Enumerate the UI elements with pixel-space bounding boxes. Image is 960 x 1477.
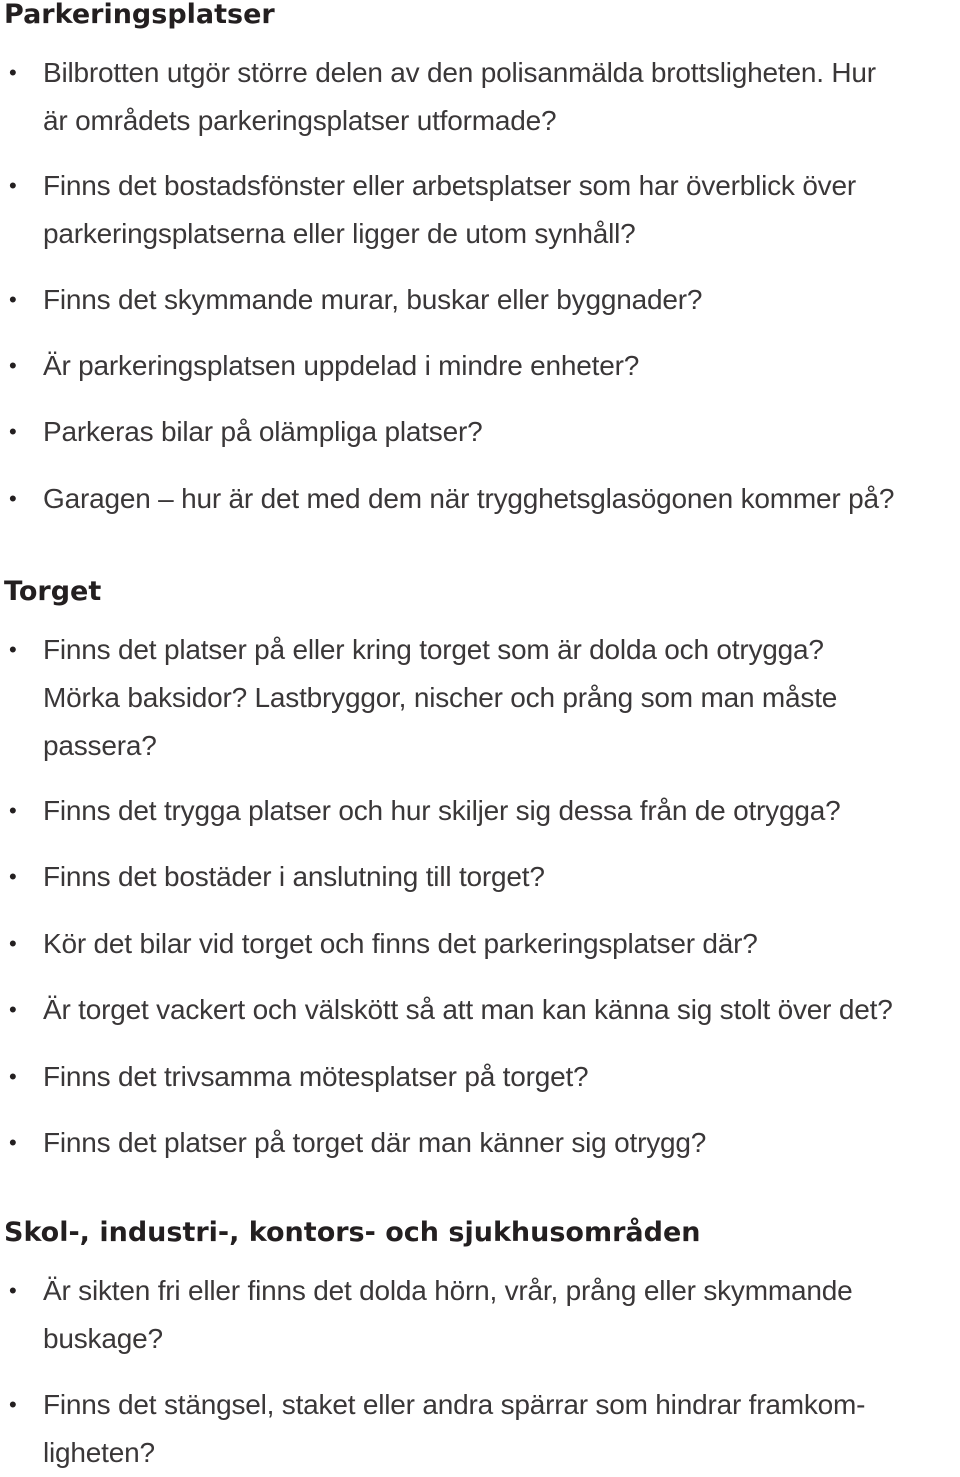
item-line: Parkeras bilar på olämpliga platser? bbox=[43, 416, 483, 447]
list-item bbox=[9, 787, 958, 835]
bullet: • bbox=[9, 864, 17, 889]
item-line: Finns det bostäder i anslutning till torget? bbox=[43, 861, 545, 892]
bullet: • bbox=[9, 997, 17, 1022]
bullet: • bbox=[9, 1278, 17, 1303]
bullet: • bbox=[9, 1130, 17, 1155]
item-line: parkeringsplatserna eller ligger de utom synhåll? bbox=[43, 218, 636, 249]
list-item bbox=[9, 342, 958, 390]
section-title-torget: Torget bbox=[4, 576, 102, 607]
item-line: Garagen – hur är det med dem när trygghetsglasögonen kommer på? bbox=[43, 483, 895, 514]
list-item bbox=[9, 986, 958, 1034]
section-title-skol-industri-kontors-sjukhusomraden: Skol-, industri-, kontors- och sjukhusområden bbox=[4, 1217, 701, 1248]
item-line: Är sikten fri eller finns det dolda hörn, vrår, prång eller skymmande bbox=[43, 1275, 853, 1306]
list-item bbox=[9, 408, 958, 456]
item-line: Finns det trygga platser och hur skiljer sig dessa från de otrygga? bbox=[43, 795, 841, 826]
bullet: • bbox=[9, 931, 17, 956]
bullet: • bbox=[9, 637, 17, 662]
bullet: • bbox=[9, 60, 17, 85]
bullet: • bbox=[9, 1064, 17, 1089]
item-line: Finns det bostadsfönster eller arbetsplatser som har överblick över bbox=[43, 170, 856, 201]
item-line: Kör det bilar vid torget och finns det parkeringsplatser där? bbox=[43, 928, 758, 959]
list-item bbox=[9, 162, 958, 258]
item-line: passera? bbox=[43, 730, 157, 761]
list-item bbox=[9, 1053, 958, 1101]
item-line: Finns det platser på eller kring torget som är dolda och otrygga? bbox=[43, 634, 824, 665]
item-line: Bilbrotten utgör större delen av den polisanmälda brottsligheten. Hur bbox=[43, 57, 876, 88]
bullet: • bbox=[9, 353, 17, 378]
item-line: ligheten? bbox=[43, 1437, 155, 1468]
section-title-parkeringsplatser: Parkeringsplatser bbox=[4, 0, 275, 30]
item-line: är områdets parkeringsplatser utformade? bbox=[43, 105, 557, 136]
item-line: Finns det platser på torget där man känner sig otrygg? bbox=[43, 1127, 707, 1158]
bullet: • bbox=[9, 287, 17, 312]
bullet: • bbox=[9, 1392, 17, 1417]
bullet: • bbox=[9, 419, 17, 444]
item-line: Är torget vackert och välskött så att man kan känna sig stolt över det? bbox=[43, 994, 893, 1025]
list-item bbox=[9, 1267, 958, 1363]
bullet: • bbox=[9, 173, 17, 198]
item-line: Finns det stängsel, staket eller andra spärrar som hindrar framkom- bbox=[43, 1389, 866, 1420]
list-item bbox=[9, 475, 958, 523]
bullet: • bbox=[9, 486, 17, 511]
list-item bbox=[9, 853, 958, 901]
list-item bbox=[9, 920, 958, 968]
bullet: • bbox=[9, 798, 17, 823]
list-item bbox=[9, 276, 958, 324]
list-item bbox=[9, 626, 958, 770]
item-line: Finns det trivsamma mötesplatser på torget? bbox=[43, 1061, 589, 1092]
item-line: Mörka baksidor? Lastbryggor, nischer och prång som man måste bbox=[43, 682, 838, 713]
list-item bbox=[9, 1381, 958, 1477]
list-item bbox=[9, 49, 958, 145]
item-line: Finns det skymmande murar, buskar eller byggnader? bbox=[43, 284, 703, 315]
item-line: Är parkeringsplatsen uppdelad i mindre enheter? bbox=[43, 350, 640, 381]
list-item bbox=[9, 1119, 958, 1167]
item-line: buskage? bbox=[43, 1323, 163, 1354]
